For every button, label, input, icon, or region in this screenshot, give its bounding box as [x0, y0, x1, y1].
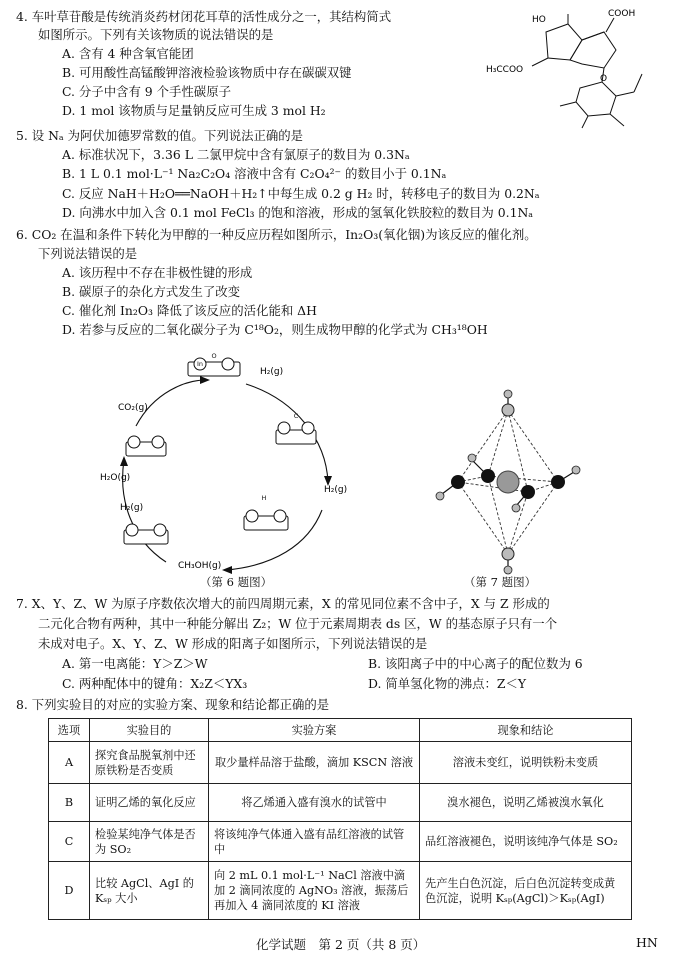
table-row [49, 822, 632, 862]
q4-structure-oh: HO [532, 15, 546, 25]
table-cell-plan: 将该纯净气体通入盛有品红溶液的试管中 [209, 822, 420, 862]
q6-option-a: A. 该历程中不存在非极性键的形成 [62, 265, 253, 280]
table-row [49, 742, 632, 784]
q4-option-d: D. 1 mol 该物质与足量钠反应可生成 3 mol H₂ [62, 103, 326, 118]
table-cell-result: 先产生白色沉淀，后白色沉淀转变成黄色沉淀，说明 Kₛₚ(AgCl)＞Kₛₚ(AgI) [420, 862, 632, 920]
q6-label-ch3oh: CH₃OH(g) [178, 561, 222, 571]
table-cell-result: 品红溶液褪色，说明该纯净气体是 SO₂ [420, 822, 632, 862]
table-cell-aim: 比较 AgCl、AgI 的 Kₛₚ 大小 [90, 862, 209, 920]
table-header-plan: 实验方案 [209, 719, 420, 742]
table-header-option: 选项 [49, 719, 90, 742]
q5-option-b: B. 1 L 0.1 mol·L⁻¹ Na₂C₂O₄ 溶液中含有 C₂O₄²⁻ 的数目小于 0.1Nₐ [62, 166, 447, 181]
q5-option-d: D. 向沸水中加入含 0.1 mol FeCl₃ 的饱和溶液，形成的氢氧化铁胶粒的数目为 0.1Nₐ [62, 205, 534, 220]
q4-option-c: C. 分子中含有 9 个手性碳原子 [62, 84, 231, 99]
q4-stem-line1: 4. 车叶草苷酸是传统消炎药材闭花耳草的活性成分之一，其结构简式 [16, 9, 392, 24]
table-header-row [49, 719, 632, 742]
q6-site-h: H [261, 494, 267, 502]
q6-label-h2-top: H₂(g) [260, 367, 284, 377]
q6-figure-caption: （第 6 题图） [200, 575, 273, 589]
q4-structure-acetyl: H₃CCOO [486, 65, 524, 75]
table-row [49, 784, 632, 822]
q6-option-c: C. 催化剂 In₂O₃ 降低了该反应的活化能和 ΔH [62, 303, 317, 318]
q7-option-b: B. 该阳离子中的中心离子的配位数为 6 [368, 656, 583, 671]
q6-stem-line1: 6. CO₂ 在温和条件下转化为甲醇的一种反应历程如图所示，In₂O₃(氧化铟)为该反应的催化剂。 [16, 227, 537, 242]
table-cell-plan: 取少量样品溶于盐酸，滴加 KSCN 溶液 [209, 742, 420, 784]
q6-option-b: B. 碳原子的杂化方式发生了改变 [62, 284, 241, 299]
q4-structure-o: O [600, 74, 608, 84]
table-cell-option: D [49, 862, 90, 920]
q5-stem: 5. 设 Nₐ 为阿伏加德罗常数的值。下列说法正确的是 [16, 128, 304, 143]
table-cell-aim: 检验某纯净气体是否为 SO₂ [90, 822, 209, 862]
q7-stem-line3: 未成对电子。X、Y、Z、W 形成的阳离子如图所示，下列说法错误的是 [38, 636, 428, 651]
page-region-code: HN [636, 935, 658, 950]
q4-option-a: A. 含有 4 种含氧官能团 [62, 46, 194, 61]
q6-label-h2o: H₂O(g) [100, 473, 131, 483]
q6-label-h2-right: H₂(g) [324, 485, 348, 495]
table-cell-option: B [49, 784, 90, 822]
q4-structure-figure [484, 2, 664, 132]
q6-site-o: O [211, 352, 217, 360]
q4-structure-cooh: COOH [608, 9, 636, 19]
table-cell-aim: 探究食品脱氧剂中还原铁粉是否变质 [90, 742, 209, 784]
table-cell-plan: 将乙烯通入盛有溴水的试管中 [209, 784, 420, 822]
q6-label-h2-left: H₂(g) [120, 503, 144, 513]
table-cell-option: C [49, 822, 90, 862]
table-row [49, 862, 632, 920]
q6-site-c: C [293, 412, 299, 420]
table-cell-option: A [49, 742, 90, 784]
q6-stem-line2: 下列说法错误的是 [38, 246, 138, 261]
q7-option-d: D. 简单氢化物的沸点：Z＜Y [368, 676, 527, 691]
table-cell-plan: 向 2 mL 0.1 mol·L⁻¹ NaCl 溶液中滴加 2 滴同浓度的 AgNO₃ 溶液，振荡后再加入 4 滴同浓度的 KI 溶液 [209, 862, 420, 920]
q6-reaction-cycle-figure [96, 350, 366, 578]
q8-stem: 8. 下列实验目的对应的实验方案、现象和结论都正确的是 [16, 697, 330, 712]
q7-option-a: A. 第一电离能：Y＞Z＞W [62, 656, 208, 671]
table-header-result: 现象和结论 [420, 719, 632, 742]
page-footer: 化学试题 第 2 页（共 8 页） [256, 937, 426, 952]
q5-option-a: A. 标准状况下，3.36 L 二氯甲烷中含有氯原子的数目为 0.3Nₐ [62, 147, 410, 162]
q6-label-co2: CO₂(g) [118, 403, 148, 413]
q7-figure-caption: （第 7 题图） [464, 575, 537, 589]
table-cell-result: 溴水褪色，说明乙烯被溴水氧化 [420, 784, 632, 822]
q7-option-c: C. 两种配体中的键角：X₂Z＜YX₃ [62, 676, 248, 691]
q7-stem-line1: 7. X、Y、Z、W 为原子序数依次增大的前四周期元素，X 的常见同位素不含中子，X 与 Z 形成的 [16, 596, 550, 611]
q7-cation-figure [420, 382, 600, 578]
q8-experiment-table [48, 718, 632, 920]
table-cell-aim: 证明乙烯的氧化反应 [90, 784, 209, 822]
q4-option-b: B. 可用酸性高锰酸钾溶液检验该物质中存在碳碳双键 [62, 65, 352, 80]
q7-stem-line2: 二元化合物有两种，其中一种能分解出 Z₂；W 位于元素周期表 ds 区，W 的基态原子只有一个 [38, 616, 558, 631]
q6-option-d: D. 若参与反应的二氧化碳分子为 C¹⁸O₂，则生成物甲醇的化学式为 CH₃¹⁸OH [62, 322, 488, 337]
table-cell-result: 溶液未变红，说明铁粉未变质 [420, 742, 632, 784]
table-header-aim: 实验目的 [90, 719, 209, 742]
q6-site-in: In [196, 360, 204, 368]
q5-option-c: C. 反应 NaH＋H₂O══NaOH＋H₂↑中每生成 0.2 g H₂ 时，转移电子的数目为 0.2Nₐ [62, 186, 540, 201]
q4-stem-line2: 如图所示。下列有关该物质的说法错误的是 [38, 27, 274, 42]
